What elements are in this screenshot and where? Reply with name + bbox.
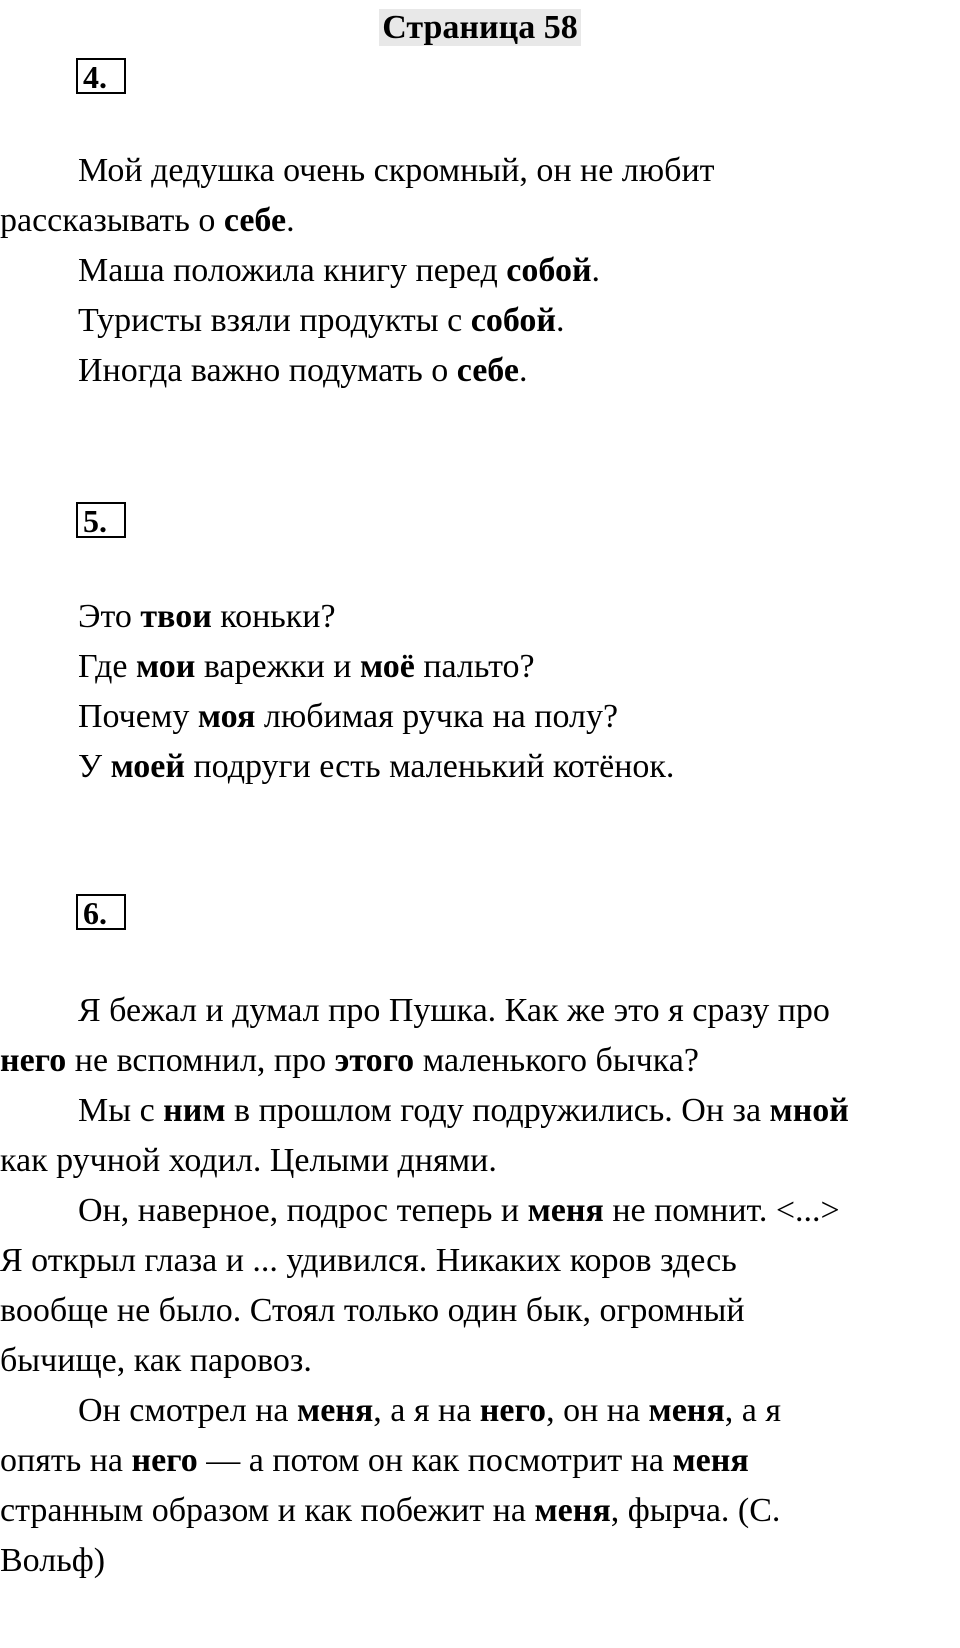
text-run: Где: [78, 648, 136, 685]
text-run: Я бежал и думал про Пушка. Как же это я сразу про: [78, 992, 830, 1029]
bold-word: себе: [223, 202, 287, 239]
text-run: Иногда важно подумать о: [78, 352, 457, 389]
bold-word: меня: [534, 1492, 611, 1529]
text-run: маленького бычка?: [414, 1042, 699, 1079]
task-number-4: 4.: [76, 58, 126, 94]
text-run: .: [591, 252, 601, 289]
text-run: пальто?: [414, 648, 535, 685]
text-run: .: [555, 302, 565, 339]
page-title-text: Страница 58: [379, 9, 580, 46]
paragraph: [0, 1186, 960, 1386]
bold-word: меня: [672, 1442, 749, 1479]
bold-word: моя: [197, 698, 256, 735]
bold-word: него: [479, 1392, 547, 1429]
text-run: Почему: [78, 698, 198, 735]
paragraph: [0, 146, 960, 246]
task-number-6: 6.: [76, 894, 126, 930]
text-run: не помнит. <...>: [603, 1192, 840, 1229]
text-run: Туристы взяли продукты с: [78, 302, 471, 339]
text-run: рассказывать о: [0, 202, 224, 239]
paragraph: [0, 246, 960, 296]
text-run: бычище, как паровоз.: [0, 1342, 312, 1379]
bold-word: моей: [110, 748, 185, 785]
text-run: вообще не было. Стоял только один бык, огромный: [0, 1292, 745, 1329]
text-run: в прошлом году подружились. Он за: [225, 1092, 770, 1129]
bold-word: моё: [360, 648, 415, 685]
text-run: Вольф): [0, 1542, 106, 1579]
text-run: варежки и: [195, 648, 360, 685]
bold-word: меня: [527, 1192, 604, 1229]
bold-word: мои: [136, 648, 196, 685]
paragraph: [0, 692, 960, 742]
page-title: [0, 6, 960, 50]
task-6-text: [0, 986, 960, 1586]
bold-word: себе: [456, 352, 519, 389]
text-run: .: [518, 352, 528, 389]
task-number-5: 5.: [76, 502, 126, 538]
text-run: Он смотрел на: [78, 1392, 298, 1429]
text-run: опять на: [0, 1442, 132, 1479]
text-run: странным образом и как побежит на: [0, 1492, 535, 1529]
paragraph: [0, 742, 960, 792]
bold-word: мной: [769, 1092, 849, 1129]
bold-word: этого: [334, 1042, 415, 1079]
text-run: подруги есть маленький котёнок.: [184, 748, 675, 785]
text-run: , он на: [546, 1392, 649, 1429]
task-4-text: [0, 146, 960, 396]
text-run: не вспомнил, про: [66, 1042, 335, 1079]
paragraph: [0, 592, 960, 642]
bold-word: ним: [163, 1092, 226, 1129]
bold-word: собой: [470, 302, 556, 339]
text-run: .: [286, 202, 295, 239]
paragraph: [0, 346, 960, 396]
text-run: Мы с: [78, 1092, 164, 1129]
text-run: коньки?: [211, 598, 336, 635]
paragraph: [0, 986, 960, 1086]
bold-word: него: [0, 1042, 67, 1079]
text-run: Это: [78, 598, 141, 635]
text-run: Он, наверное, подрос теперь и: [78, 1192, 528, 1229]
text-run: любимая ручка на полу?: [255, 698, 619, 735]
text-run: , фырча. (С.: [610, 1492, 781, 1529]
text-run: У: [78, 748, 111, 785]
text-run: — а потом он как посмотрит на: [197, 1442, 673, 1479]
text-run: , а я на: [373, 1392, 480, 1429]
text-run: Маша положила книгу перед: [78, 252, 507, 289]
task-5-text: [0, 592, 960, 792]
text-run: , а я: [724, 1392, 782, 1429]
bold-word: него: [131, 1442, 198, 1479]
bold-word: собой: [506, 252, 592, 289]
paragraph: [0, 642, 960, 692]
bold-word: меня: [648, 1392, 725, 1429]
text-run: Мой дедушка очень скромный, он не любит: [78, 152, 715, 189]
text-run: Я открыл глаза и ... удивился. Никаких коров здесь: [0, 1242, 737, 1279]
bold-word: твои: [140, 598, 212, 635]
text-run: как ручной ходил. Целыми днями.: [0, 1142, 497, 1179]
paragraph: [0, 1086, 960, 1186]
paragraph: [0, 296, 960, 346]
paragraph: [0, 1386, 960, 1586]
bold-word: меня: [297, 1392, 374, 1429]
